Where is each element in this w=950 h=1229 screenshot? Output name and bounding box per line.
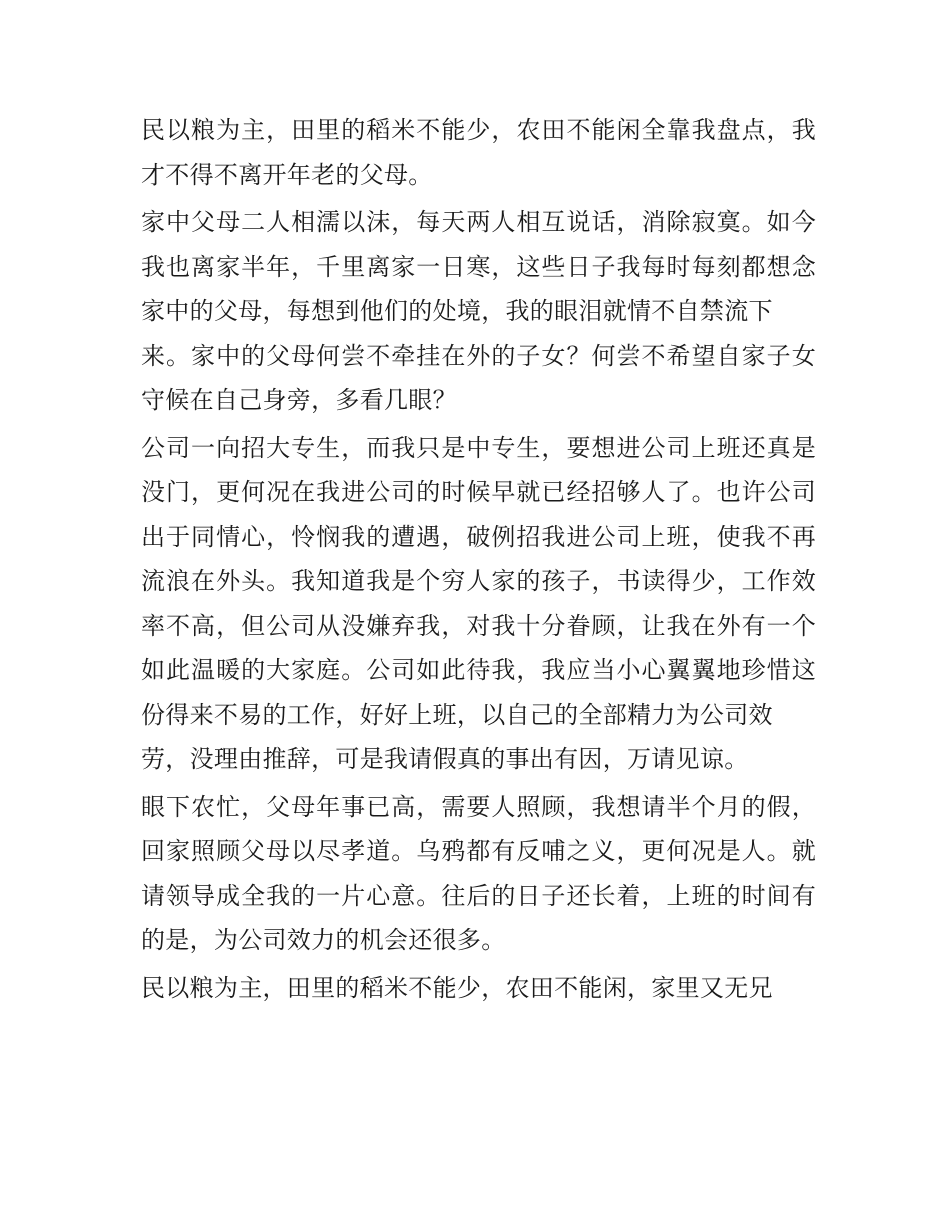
text-line: 眼下农忙，父母年事已高，需要人照顾，我想请半个月的假，: [141, 792, 816, 821]
text-line: 率不高，但公司从没嫌弃我，对我十分眷顾，让我在外有一个: [141, 611, 816, 640]
text-line: 如此温暖的大家庭。公司如此待我，我应当小心翼翼地珍惜这: [141, 656, 816, 684]
text-line: 出于同情心，怜悯我的遭遇，破例招我进公司上班，使我不再: [141, 522, 816, 551]
text-line: 守候在自己身旁，多看几眼？: [141, 386, 457, 414]
text-line: 才不得不离开年老的父母。: [141, 160, 433, 189]
text-line: 民以粮为主，田里的稻米不能少，农田不能闲，家里又无兄: [141, 973, 773, 1002]
text-line: 流浪在外头。我知道我是个穷人家的孩子，书读得少，工作效: [141, 567, 816, 595]
text-line: 没门，更何况在我进公司的时候早就已经招够人了。也许公司: [141, 478, 816, 506]
text-line: 回家照顾父母以尽孝道。乌鸦都有反哺之义，更何况是人。就: [141, 837, 816, 865]
text-line: 请领导成全我的一片心意。往后的日子还长着，上班的时间有: [141, 881, 816, 910]
text-line: 家中父母二人相濡以沫，每天两人相互说话，消除寂寞。如今: [141, 208, 816, 236]
document-body: [141, 108, 816, 1010]
text-line: 的是，为公司效力的机会还很多。: [141, 926, 506, 954]
text-line: 家中的父母，每想到他们的处境，我的眼泪就情不自禁流下: [141, 297, 773, 325]
text-line: 民以粮为主，田里的稻米不能少，农田不能闲全靠我盘点，我: [141, 116, 816, 144]
text-line: 份得来不易的工作，好好上班，以自己的全部精力为公司效: [141, 700, 773, 729]
text-line: 劳，没理由推辞，可是我请假真的事出有因，万请见谅。: [141, 745, 749, 773]
text-line: 公司一向招大专生，而我只是中专生，要想进公司上班还真是: [141, 433, 816, 462]
text-line: 我也离家半年，千里离家一日寒，这些日子我每时每刻都想念: [141, 252, 816, 281]
text-line: 来。家中的父母何尝不牵挂在外的子女？何尝不希望自家子女: [141, 341, 816, 370]
